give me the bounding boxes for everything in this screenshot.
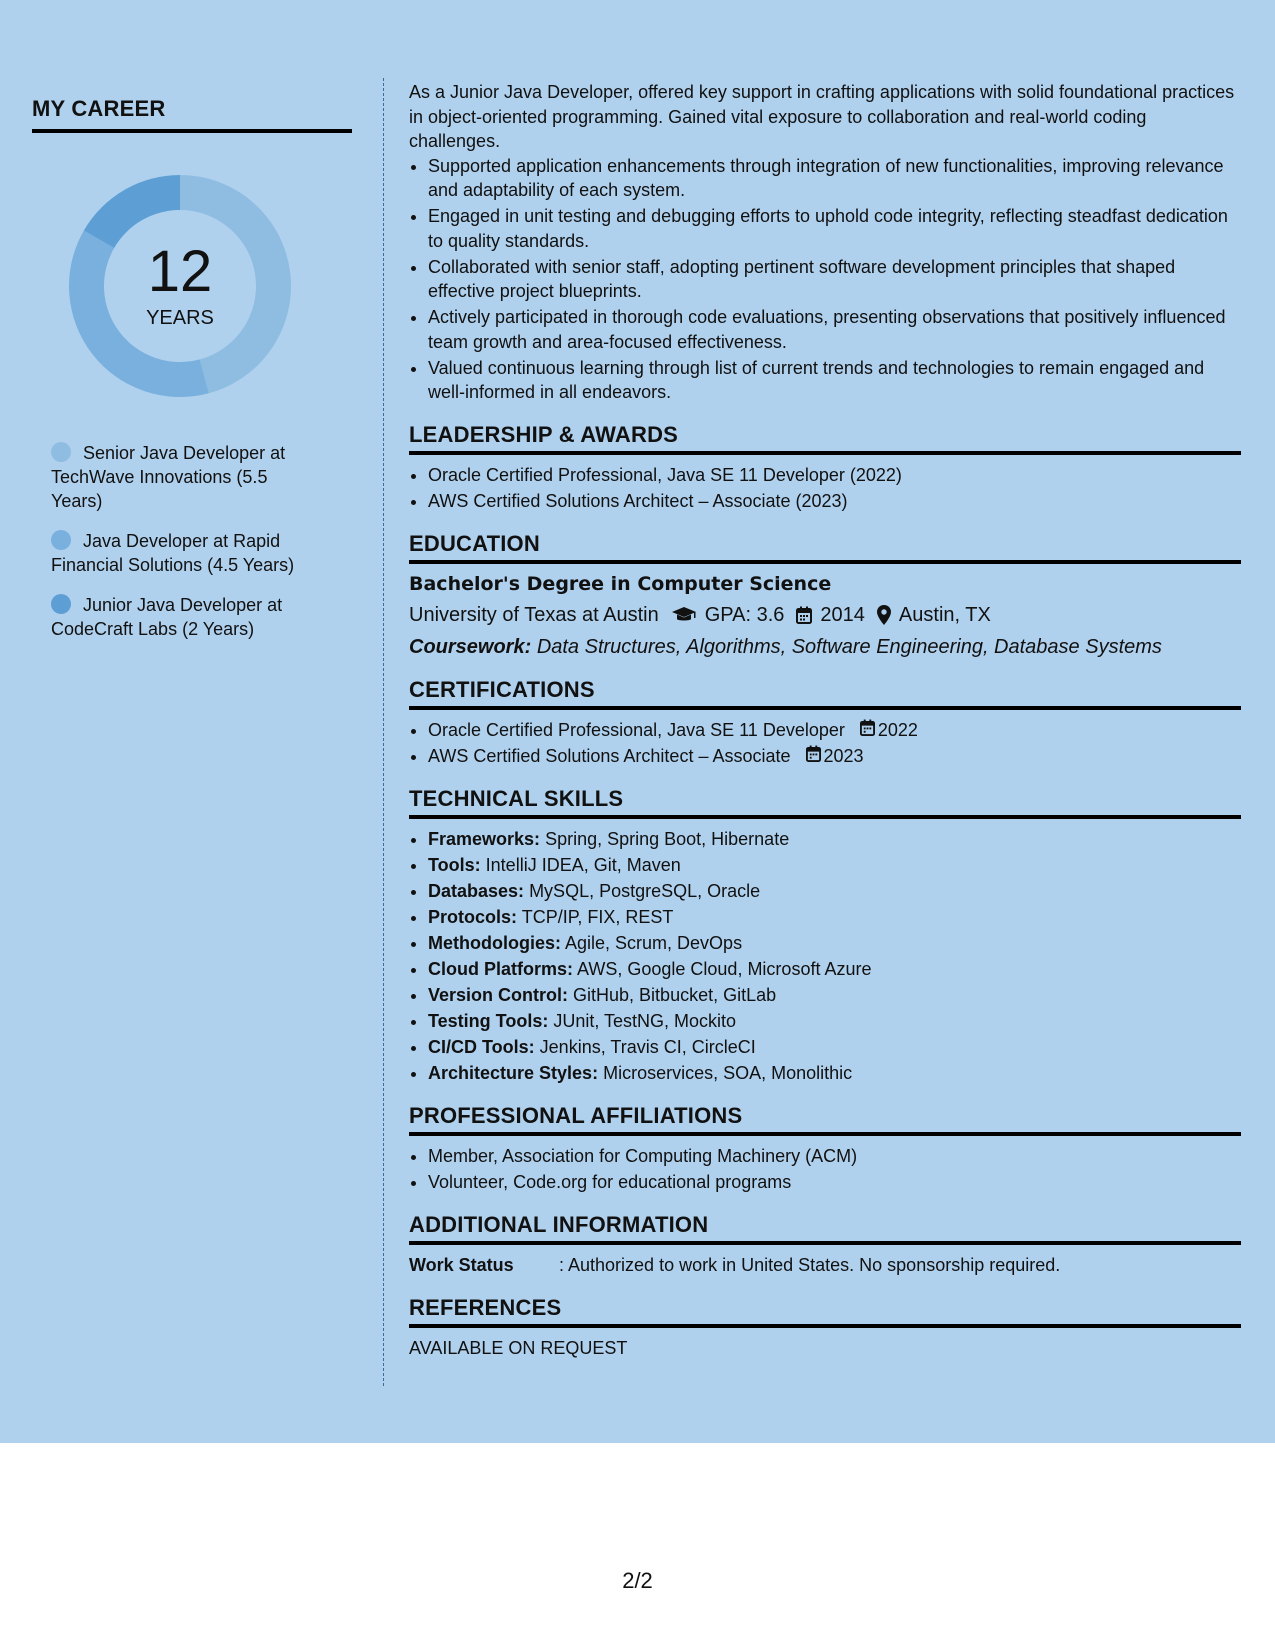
list-item [428,983,1241,1008]
education-heading: EDUCATION [409,532,1241,565]
list-item: • Valued continuous learning through list of current trends and technologies to remain engaged and well-informed in all endeavors. [428,356,1241,405]
list-item: • AWS Certified Solutions Architect – Associate (2023) [428,489,1241,514]
gpa: GPA: 3.6 [704,603,785,626]
list-item [428,905,1241,930]
coursework [409,635,1241,660]
school-name: University of Texas at Austin [409,603,659,626]
references-text: AVAILABLE ON REQUEST [409,1338,628,1358]
skill-value: IntelliJ IDEA, Git, Maven [485,855,681,875]
legend-item [51,441,321,513]
legend-item [51,593,321,641]
skill-value: TCP/IP, FIX, REST [521,907,674,927]
skills-heading: TECHNICAL SKILLS [409,787,1241,820]
graduation-cap-icon [671,606,697,624]
career-legend [51,441,321,641]
calendar-icon [796,606,812,624]
list-item [428,744,1241,769]
skill-label: Protocols: [428,907,518,927]
skill-label: Frameworks: [428,829,541,849]
list-item [428,931,1241,956]
main-content [409,80,1241,1361]
skills-list [428,827,1241,1086]
school-location: Austin, TX [898,603,991,626]
skill-value: MySQL, PostgreSQL, Oracle [529,881,761,901]
skill-value: Spring, Spring Boot, Hibernate [545,829,790,849]
additional-info-heading: ADDITIONAL INFORMATION [409,1213,1241,1246]
years-number: 12 [147,238,213,304]
skill-value: Microservices, SOA, Monolithic [603,1063,853,1083]
skill-value: Jenkins, Travis CI, CircleCI [539,1037,756,1057]
references-heading: REFERENCES [409,1296,1241,1329]
work-status-value: : Authorized to work in United States. No sponsorship required. [559,1255,1061,1275]
experience-bullets [428,154,1241,405]
list-item [428,1009,1241,1034]
calendar-icon [806,744,824,769]
list-item [428,1061,1241,1086]
list-item: • Actively participated in thorough code evaluations, presenting observations that positively influenced team growth and area-focused effectiveness. [428,305,1241,354]
list-item: • Supported application enhancements through integration of new functionalities, improving relevance and adaptability of each system. [428,154,1241,203]
list-item [428,1035,1241,1060]
legend-dot [51,442,71,462]
skill-value: Agile, Scrum, DevOps [565,933,743,953]
skill-label: Methodologies: [428,933,561,953]
career-donut-chart [65,171,295,401]
legend-label: Senior Java Developer at TechWave Innovations (5.5 Years) [51,443,286,511]
list-item: • Collaborated with senior staff, adopting pertinent software development principles that shaped effective project blueprints. [428,255,1241,304]
skill-label: Testing Tools: [428,1011,549,1031]
work-status-row [409,1253,1241,1278]
leadership-heading: LEADERSHIP & AWARDS [409,423,1241,456]
donut-center [65,171,295,401]
work-status-label: Work Status [409,1255,514,1275]
list-item: • Engaged in unit testing and debugging efforts to uphold code integrity, reflecting steadfast dedication to quality standards. [428,204,1241,253]
skill-label: Databases: [428,881,525,901]
experience-summary: As a Junior Java Developer, offered key support in crafting applications with solid foundational practices in object-oriented programming. Gained vital exposure to collaboration and real-world coding challenges. [409,82,1235,151]
skill-label: Architecture Styles: [428,1063,599,1083]
cert-year: 2022 [877,720,918,740]
list-item [428,879,1241,904]
calendar-icon [860,718,878,743]
degree-title: Bachelor's Degree in Computer Science [409,573,832,595]
coursework-label: Coursework: [409,636,532,658]
certifications-heading: CERTIFICATIONS [409,678,1241,711]
certifications-list [428,718,1241,769]
map-pin-icon [877,605,891,625]
list-item [428,827,1241,852]
legend-item [51,529,321,577]
skill-value: GitHub, Bitbucket, GitLab [573,985,777,1005]
page-number: 2/2 [622,1568,653,1593]
leadership-list [428,463,1241,514]
list-item: • Oracle Certified Professional, Java SE 11 Developer (2022) [428,463,1241,488]
legend-dot [51,530,71,550]
list-item [428,957,1241,982]
career-title: MY CAREER [32,96,352,133]
career-sidebar [32,96,352,657]
affiliations-list [428,1144,1241,1195]
list-item: • Member, Association for Computing Machinery (ACM) [428,1144,1241,1169]
graduation-year: 2014 [820,603,865,626]
years-label: YEARS [146,306,214,329]
coursework-list: Data Structures, Algorithms, Software Engineering, Database Systems [536,636,1162,658]
legend-label: Junior Java Developer at CodeCraft Labs (2 Years) [51,595,283,639]
skill-value: JUnit, TestNG, Mockito [553,1011,737,1031]
affiliations-heading: PROFESSIONAL AFFILIATIONS [409,1104,1241,1137]
education-details [409,603,1241,628]
skill-label: CI/CD Tools: [428,1037,535,1057]
legend-dot [51,594,71,614]
cert-name: AWS Certified Solutions Architect – Associate [428,746,791,766]
cert-date [806,744,864,769]
cert-year: 2023 [823,746,864,766]
cert-name: Oracle Certified Professional, Java SE 11 Developer [428,720,845,740]
skill-label: Version Control: [428,985,569,1005]
list-item: • Volunteer, Code.org for educational programs [428,1170,1241,1195]
skill-label: Cloud Platforms: [428,959,574,979]
list-item [428,718,1241,743]
legend-label: Java Developer at Rapid Financial Solutions (4.5 Years) [51,531,295,575]
column-divider [383,78,384,1386]
skill-value: AWS, Google Cloud, Microsoft Azure [577,959,872,979]
list-item [428,853,1241,878]
cert-date [860,718,918,743]
skill-label: Tools: [428,855,481,875]
